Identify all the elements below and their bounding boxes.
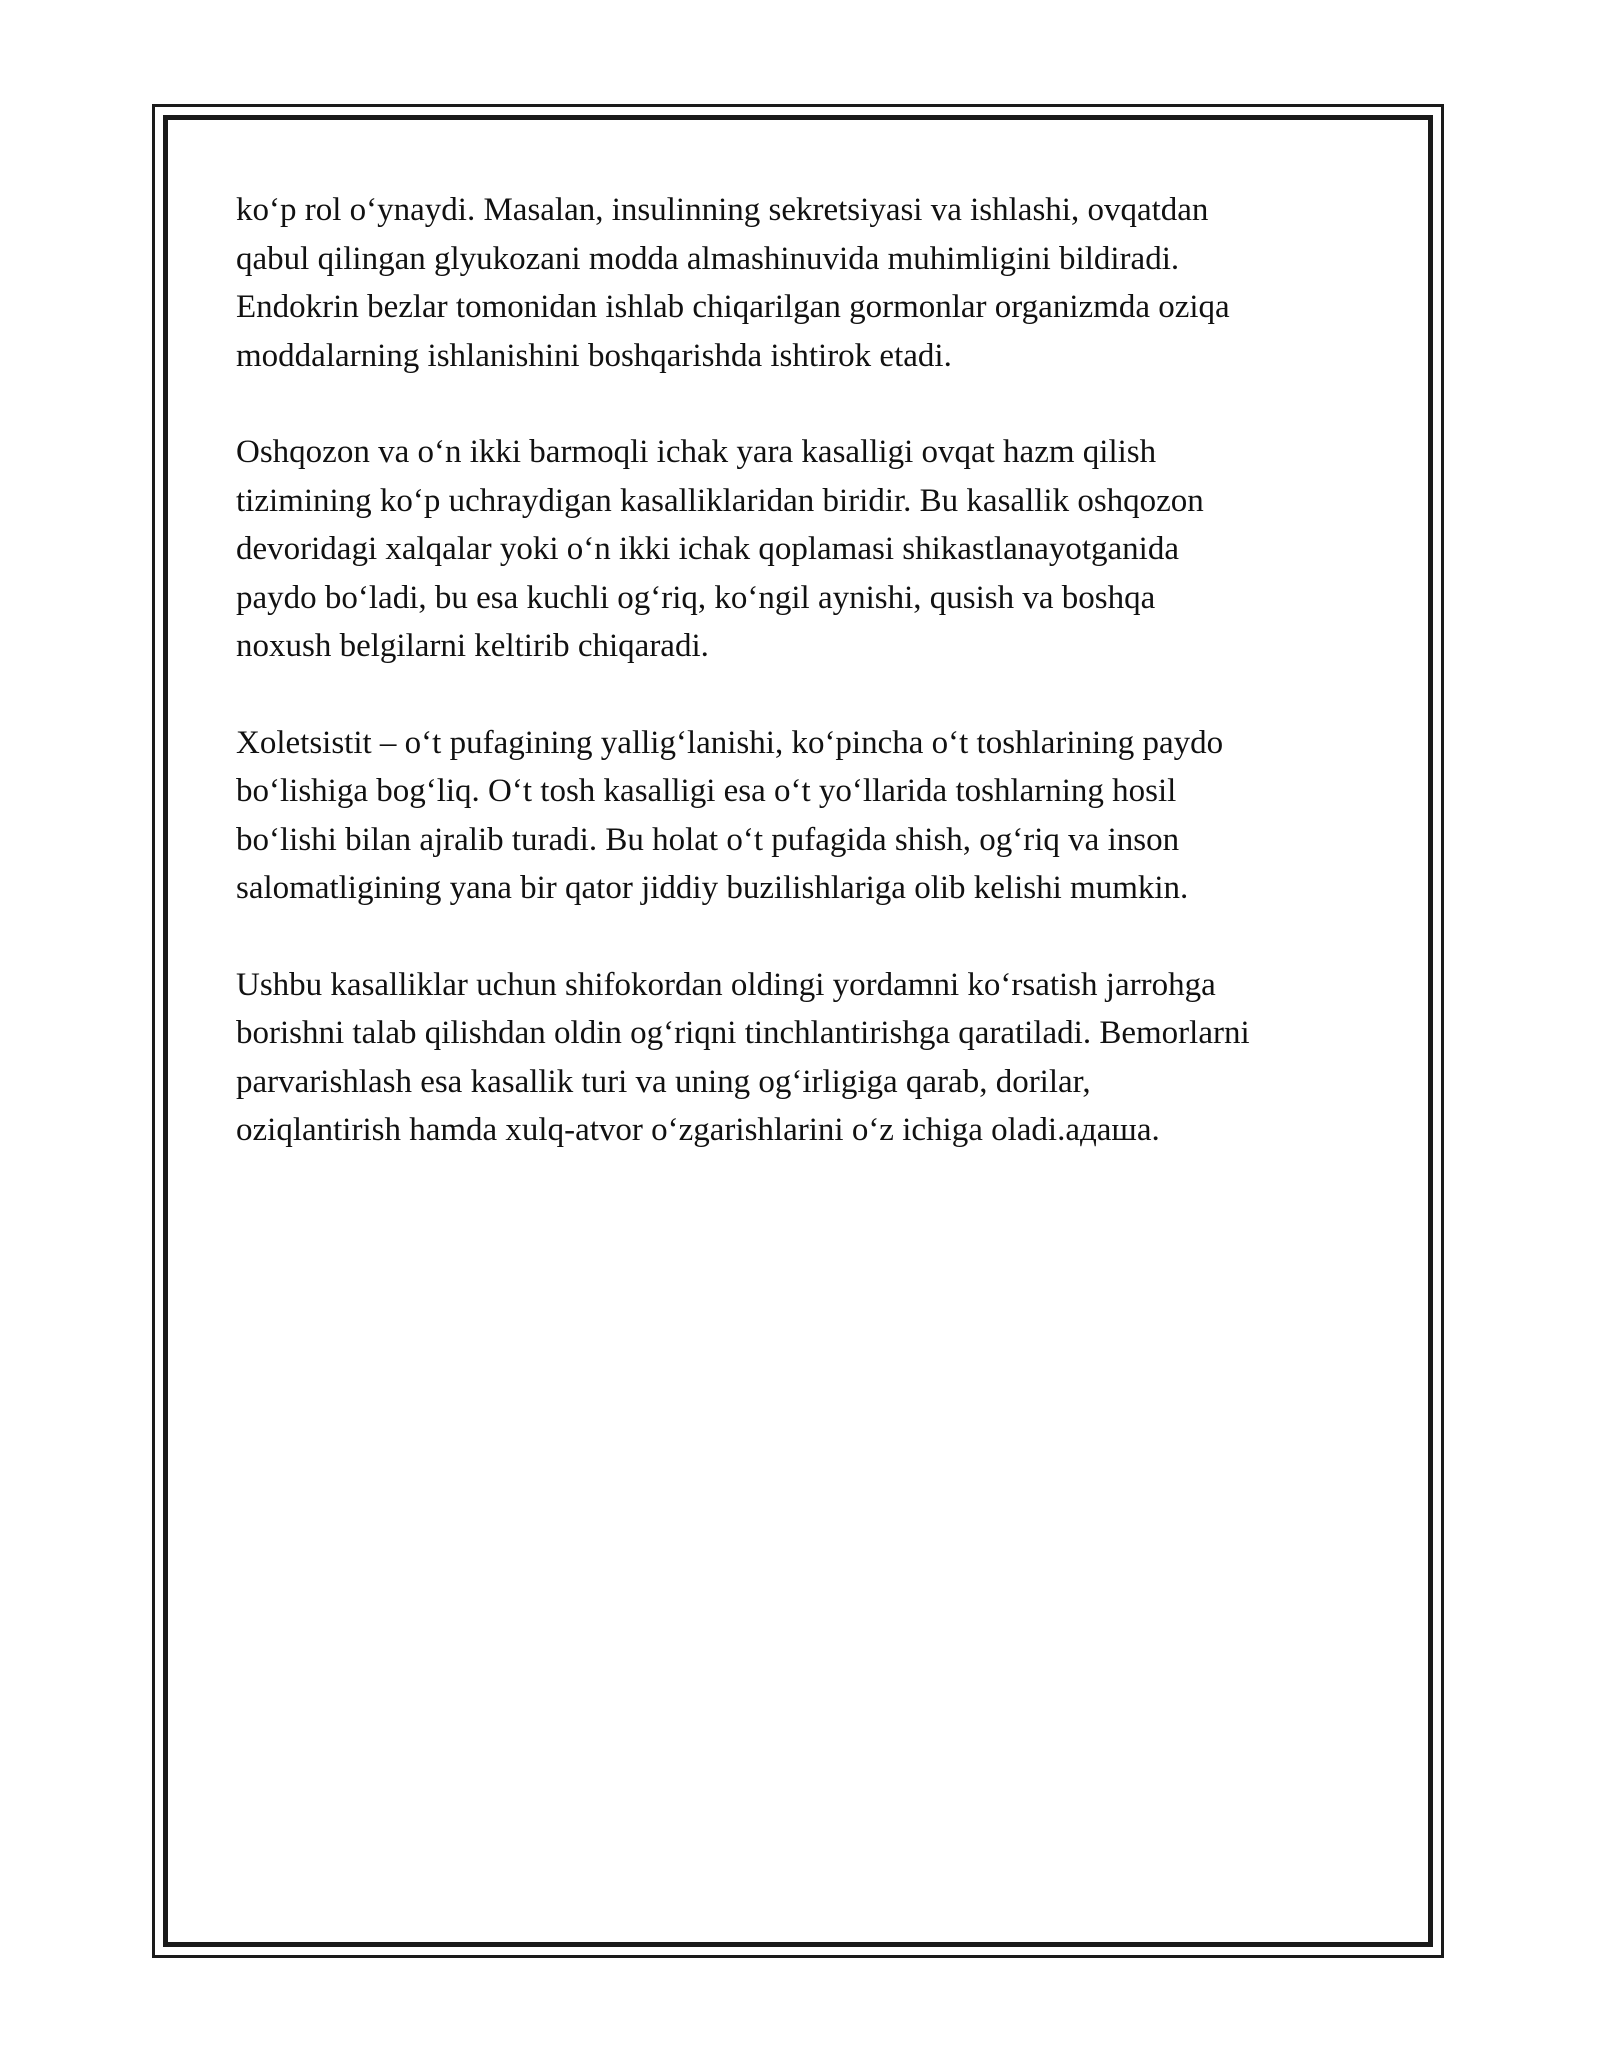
paragraph-cholecystitis: Xoletsistit – o‘t pufagining yallig‘lanishi, ko‘pincha o‘t toshlarining paydo bo‘lishiga bog‘liq. O‘t tosh kasalligi esa o‘t yo‘llarida toshlarning hosil bo‘lishi bilan ajralib turadi. Bu holat o‘t pufagida shish, og‘riq va inson salomatligining yana bir qator jiddiy buzilishlariga olib kelishi mumkin. xyxy=(236,724,1224,906)
document-body xyxy=(236,186,1376,1203)
paragraph-first-aid: Ushbu kasalliklar uchun shifokordan oldingi yordamni ko‘rsatish jarrohga borishni talab qilishdan oldin og‘riqni tinchlantirishga qaratiladi. Bemorlarni parvarishlash esa kasallik turi va uning og‘irligiga qarab, dorilar, oziqlantirish hamda xulq-atvor o‘zgarishlarini o‘z ichiga oladi.адаша. xyxy=(236,966,1250,1148)
paragraph-endocrine: ko‘p rol o‘ynaydi. Masalan, insulinning sekretsiyasi va ishlashi, ovqatdan qabul qilingan glyukozani modda almashinuvida muhimligini bildiradi. Endokrin bezlar tomonidan ishlab chiqarilgan gormonlar organizmda oziqa moddalarning ishlanishini boshqarishda ishtirok etadi. xyxy=(236,192,1230,374)
paragraph-ulcer: Oshqozon va o‘n ikki barmoqli ichak yara kasalligi ovqat hazm qilish tizimining ko‘p uchraydigan kasalliklaridan biridir. Bu kasallik oshqozon devoridagi xalqalar yoki o‘n ikki ichak qoplamasi shikastlanayotganida paydo bo‘ladi, bu esa kuchli og‘riq, ko‘ngil aynishi, qusish va boshqa noxush belgilarni keltirib chiqaradi. xyxy=(236,434,1204,664)
